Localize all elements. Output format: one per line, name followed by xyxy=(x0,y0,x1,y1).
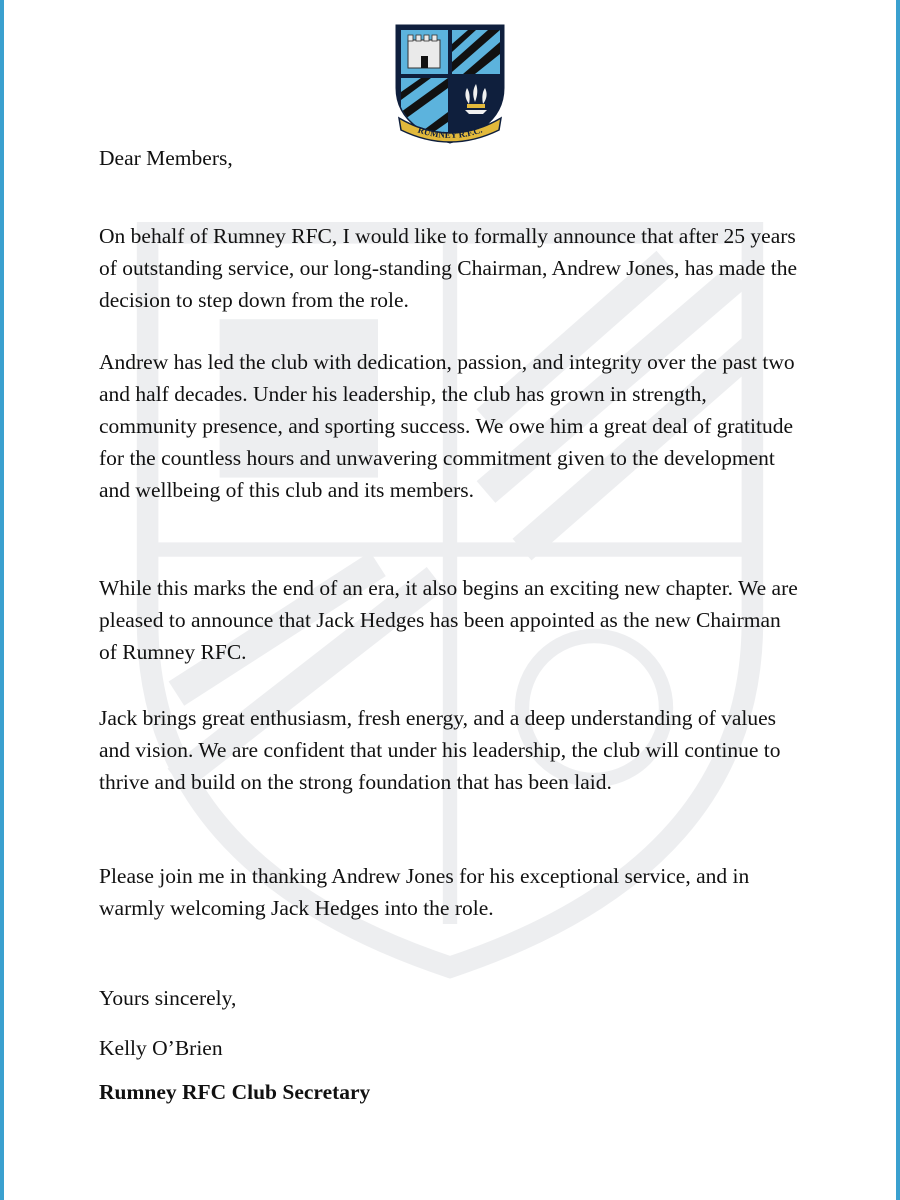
crest-motto: RUMNEY R.F.C. xyxy=(416,124,484,141)
paragraph-new-chairman-qualities: Jack brings great enthusiasm, fresh energy, and a deep understanding of values and vision. We are confident that under his leadership, the club will continue to thrive and build on the strong foundation that has been laid. xyxy=(99,706,781,794)
crest-banner-text xyxy=(393,22,507,146)
signoff: Yours sincerely, xyxy=(99,986,237,1010)
signatory-name: Kelly O’Brien xyxy=(99,1036,223,1060)
greeting: Dear Members, xyxy=(99,146,233,170)
paragraph-announcement: On behalf of Rumney RFC, I would like to formally announce that after 25 years of outstanding service, our long-standing Chairman, Andrew Jones, has made the decision to step down from the role. xyxy=(99,224,798,312)
paragraph-tribute: Andrew has led the club with dedication, passion, and integrity over the past two and half decades. Under his leadership, the club has grown in strength, community presence, and sporting success. We owe him a great deal of gratitude for the countless hours and unwavering commitment given to the development and wellbeing of this club and its members. xyxy=(99,350,795,502)
paragraph-new-chairman: While this marks the end of an era, it also begins an exciting new chapter. We are pleased to announce that Jack Hedges has been appointed as the new Chairman of Rumney RFC. xyxy=(99,576,798,664)
page-border-right xyxy=(896,0,900,1200)
signatory-role: Rumney RFC Club Secretary xyxy=(99,1080,371,1104)
svg-text:RUMNEY R.F.C. xyxy=(417,125,484,140)
paragraph-closing: Please join me in thanking Andrew Jones for his exceptional service, and in warmly welcoming Jack Hedges into the role. xyxy=(99,864,750,920)
page-border-left xyxy=(0,0,4,1200)
